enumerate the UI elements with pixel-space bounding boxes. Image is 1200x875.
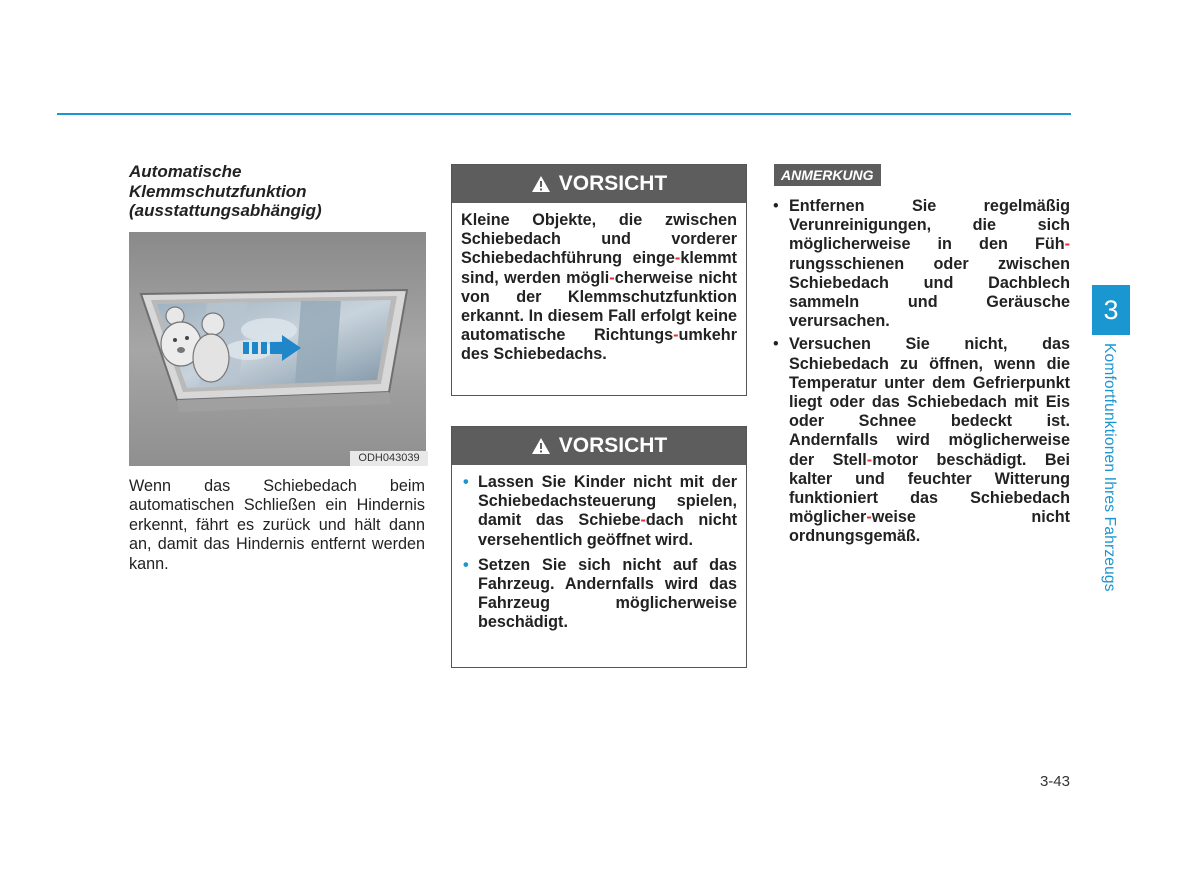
caution-title: VORSICHT: [558, 172, 668, 195]
note-badge: ANMERKUNG: [774, 164, 881, 186]
caution-title: VORSICHT: [558, 434, 668, 457]
caution-box-1: [451, 164, 747, 396]
caution-list: [452, 465, 746, 641]
body-paragraph: Wenn das Schiebedach beim automatischen Schließen ein Hindernis erkennt, fährt es zurück und hält dann an, damit das Hindernis entfernt werden kann.: [129, 477, 425, 573]
warning-triangle-icon: [531, 175, 551, 193]
caution-item: • Lassen Sie Kinder nicht mit der Schiebedachsteuerung spielen, damit das Schiebe-dach nicht versehentlich geöffnet wird.: [463, 473, 737, 549]
warning-triangle-icon: [531, 437, 551, 455]
caution-item: • Setzen Sie sich nicht auf das Fahrzeug. Andernfalls wird das Fahrzeug möglicherweise beschädigt.: [463, 555, 737, 632]
chapter-tab: 3: [1092, 285, 1130, 335]
note-item: • Entfernen Sie regelmäßig Verunreinigungen, die sich möglicherweise in den Füh-rungsschienen oder zwischen Schiebedach und Dachblech sammeln und Geräusche verursachen.: [773, 197, 1070, 331]
caution-text: Kleine Objekte, die zwischen Schiebedach und vorderer Schiebedachführung einge-klemmt sind, werden mögli-cherweise nicht von der Klemmschutzfunktion erkannt. In diesem Fall erfolgt keine automatische Richtungs-umkehr des Schiebedachs.: [461, 211, 737, 364]
page-number: 3-43: [1039, 773, 1070, 790]
figure-code: ODH043039: [350, 451, 428, 466]
section-title-line: Automatische: [129, 162, 242, 181]
top-rule: [57, 113, 1071, 115]
note-item: • Versuchen Sie nicht, das Schiebedach zu öffnen, wenn die Temperatur unter dem Gefrierpunkt liegt oder das Schiebedach mit Eis oder Schnee bedeckt ist. Andernfalls wird möglicherweise der Stell-motor beschädigt. Bei kalter und feuchter Witterung funktioniert das Schiebedach möglicher-weise nicht ordnungsgemäß.: [773, 335, 1071, 546]
note-list: [771, 197, 1070, 551]
section-title-line: Klemmschutzfunktion: [129, 181, 307, 201]
sunroof-illustration: [129, 232, 426, 466]
caution-box-2: [451, 426, 747, 668]
section-title-line: (ausstattungsabhängig): [129, 201, 322, 220]
caution-header: [452, 427, 746, 465]
sunroof-icon: [129, 232, 426, 466]
section-title: [129, 162, 429, 221]
caution-header: [452, 165, 746, 203]
chapter-title: Komfortfunktionen Ihres Fahrzeugs: [1101, 343, 1118, 592]
